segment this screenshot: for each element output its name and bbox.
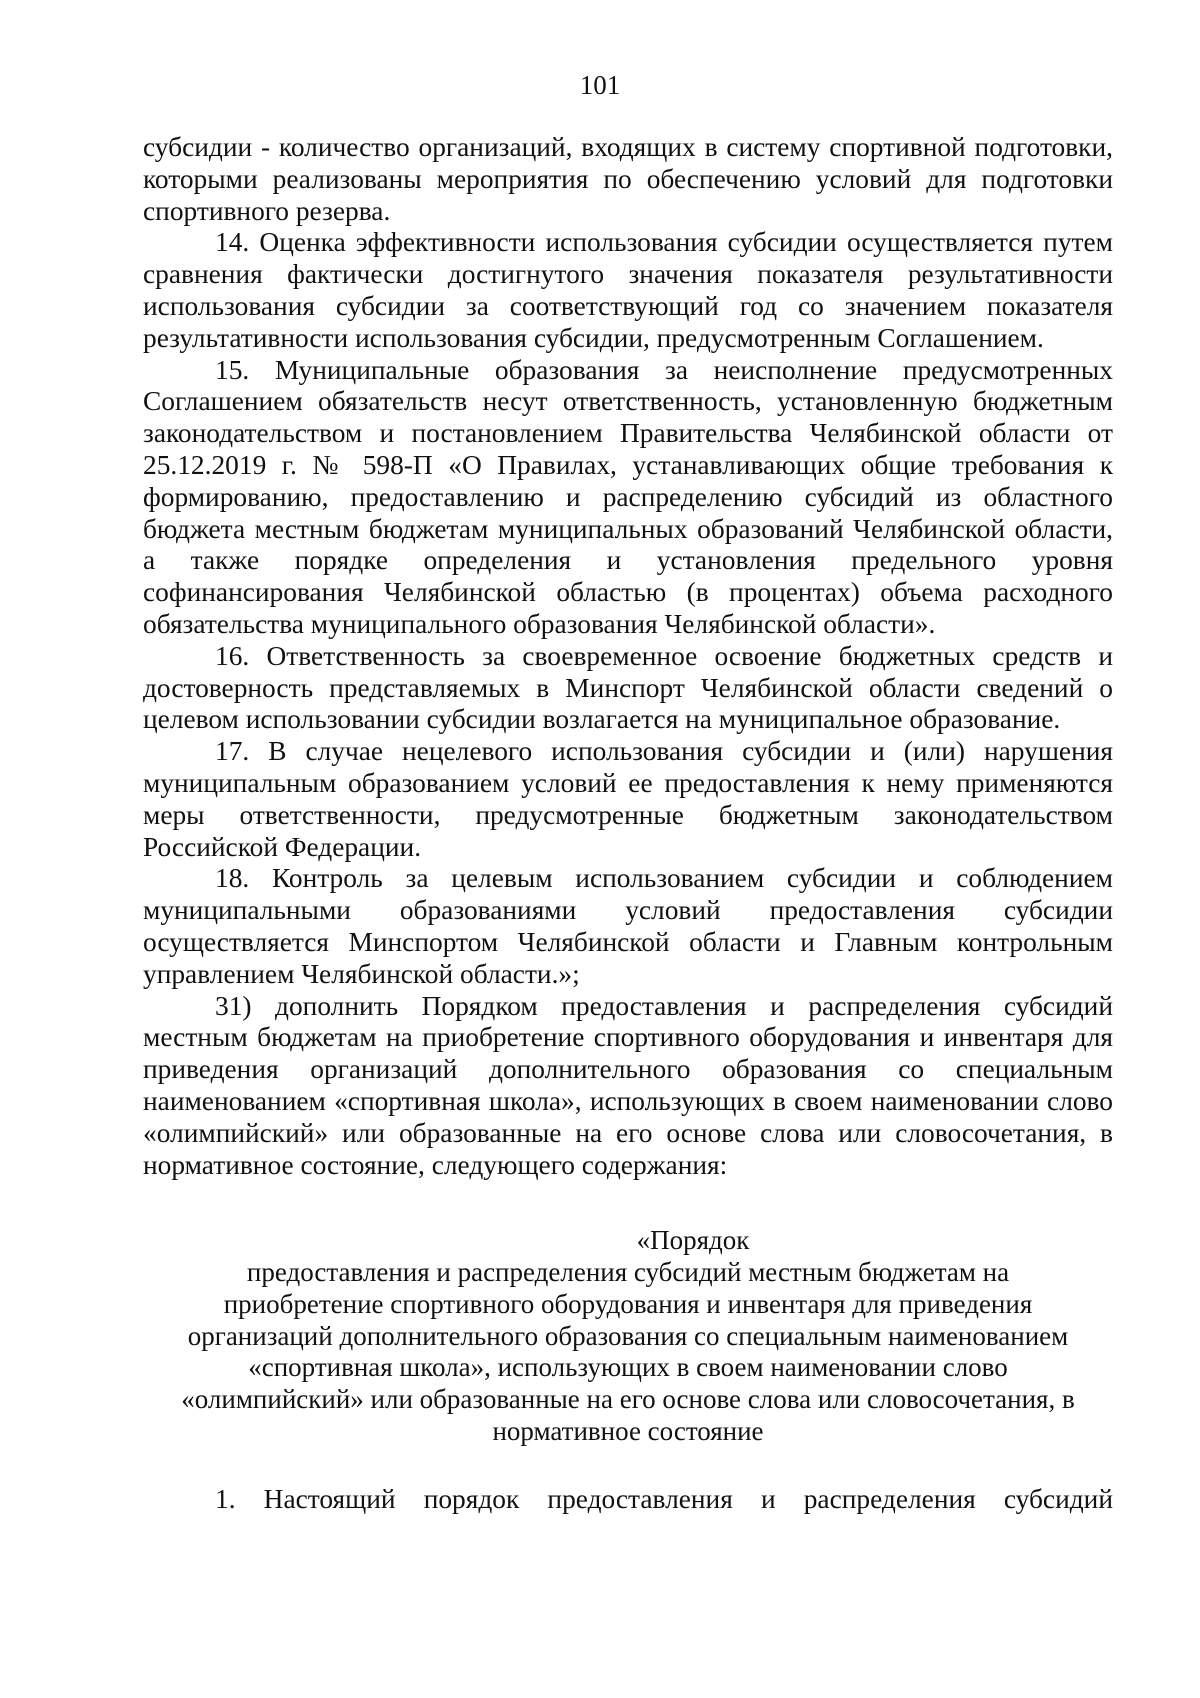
heading-line-4: «спортивная школа», использующих в своем наименовании слово: [248, 1352, 1008, 1383]
paragraph-17: 17. В случае нецелевого использования субсидии и (или) нарушения муниципальным образованием условий ее предоставления к нему применяются меры ответственности, предусмотренные бюджетным законодательством Российской Федерации.: [143, 736, 1113, 862]
document-body: [143, 132, 1113, 1516]
heading-title: «Порядок: [636, 1225, 750, 1256]
paragraph-31: 31) дополнить Порядком предоставления и распределения субсидий местным бюджетам на приобретение спортивного оборудования и инвентаря для приведения организаций дополнительного образования со специальным наименованием «спортивная школа», использующих в своем наименовании слово «олимпийский» или образованные на его основе слова или словосочетания, в нормативное состояние, следующего содержания:: [143, 990, 1113, 1180]
heading-line-5: «олимпийский» или образованные на его основе слова или словосочетания, в: [181, 1384, 1075, 1415]
paragraph-1: 1. Настоящий порядок предоставления и распределения субсидий: [215, 1483, 1113, 1514]
paragraph-15: 15. Муниципальные образования за неисполнение предусмотренных Соглашением обязательств несут ответственность, установленную бюджетным законодательством и постановлением Правительства Челябинской области от 25.12.2019 г. № 598-П «О Правилах, устанавливающих общие требования к формированию, предоставлению и распределению субсидий из областного бюджета местным бюджетам муниципальных образований Челябинской области, а также порядке определения и установления предельного уровня софинансирования Челябинской областью (в процентах) объема расходного обязательства муниципального образования Челябинской области».: [143, 354, 1113, 639]
paragraph-16: 16. Ответственность за своевременное освоение бюджетных средств и достоверность представляемых в Минспорт Челябинской области сведений о целевом использовании субсидии возлагается на муниципальное образование.: [143, 640, 1113, 735]
paragraph-14: 14. Оценка эффективности использования субсидии осуществляется путем сравнения фактически достигнутого значения показателя результативности использования субсидии за соответствующий год со значением показателя результативности использования субсидии, предусмотренным Соглашением.: [143, 227, 1113, 353]
heading-line-6: нормативное состояние: [492, 1416, 764, 1447]
page-number: 101: [579, 70, 621, 100]
heading-line-2: приобретение спортивного оборудования и инвентаря для приведения: [223, 1288, 1033, 1319]
procedure-heading: [143, 1225, 1113, 1448]
paragraph-continuation: субсидии - количество организаций, входящих в систему спортивной подготовки, которыми реализованы мероприятия по обеспечению условий для подготовки спортивного резерва.: [143, 132, 1113, 226]
heading-line-1: предоставления и распределения субсидий местным бюджетам на: [246, 1257, 1010, 1288]
heading-line-3: организаций дополнительного образования со специальным наименованием: [187, 1320, 1069, 1351]
paragraph-18: 18. Контроль за целевым использованием субсидии и соблюдением муниципальными образованиями условий предоставления субсидии осуществляется Минспортом Челябинской области и Главным контрольным управлением Челябинской области.»;: [143, 863, 1113, 989]
